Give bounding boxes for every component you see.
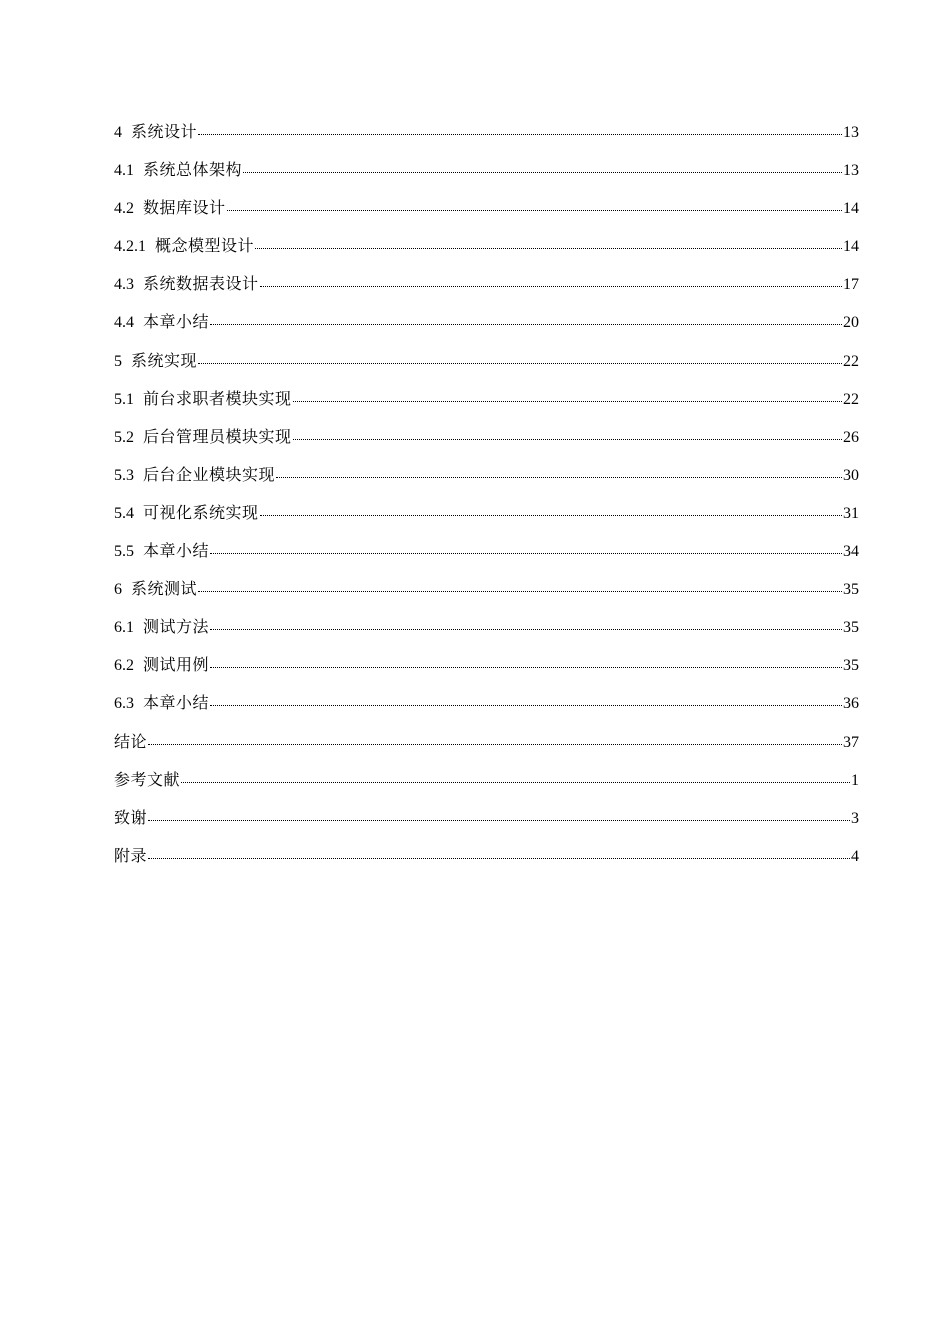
toc-entry-number: 5.4	[114, 504, 134, 522]
toc-dot-leader	[243, 161, 842, 175]
toc-entry-number: 5.3	[114, 466, 134, 484]
toc-entry-number: 5	[114, 352, 122, 370]
toc-dot-leader	[210, 656, 842, 670]
toc-dot-leader	[293, 428, 842, 442]
toc-entry-title: 系统总体架构	[143, 160, 243, 180]
toc-entry-page: 36	[843, 695, 859, 713]
toc-entry[interactable]	[114, 463, 859, 501]
toc-entry[interactable]	[114, 577, 859, 615]
toc-entry-title: 结论	[114, 731, 148, 751]
toc-entry-title: 可视化系统实现	[143, 502, 259, 522]
toc-entry-number: 4.4	[114, 314, 134, 332]
toc-dot-leader	[198, 123, 842, 137]
toc-entry-page: 34	[843, 543, 859, 561]
toc-entry-title: 系统数据表设计	[143, 274, 259, 294]
toc-entry[interactable]	[114, 844, 859, 882]
toc-entry-number: 4.2.1	[114, 238, 146, 256]
toc-entry-page: 1	[851, 771, 859, 789]
toc-entry[interactable]	[114, 349, 859, 387]
toc-dot-leader	[260, 504, 842, 518]
toc-dot-leader	[198, 352, 842, 366]
toc-entry-number: 5.1	[114, 390, 134, 408]
toc-entry[interactable]	[114, 234, 859, 272]
toc-entry-title: 本章小结	[143, 541, 210, 561]
toc-entry-page: 17	[843, 276, 859, 294]
toc-entry-page: 4	[851, 847, 859, 865]
toc-entry-page: 20	[843, 314, 859, 332]
toc-dot-leader	[181, 771, 850, 785]
toc-entry[interactable]	[114, 806, 859, 844]
toc-entry-title: 本章小结	[143, 312, 210, 332]
toc-dot-leader	[210, 542, 842, 556]
toc-dot-leader	[198, 580, 842, 594]
toc-dot-leader	[255, 237, 842, 251]
toc-entry-title: 前台求职者模块实现	[143, 388, 292, 408]
toc-entry-number: 4.3	[114, 276, 134, 294]
toc-entry-page: 37	[843, 733, 859, 751]
toc-entry-number: 6	[114, 581, 122, 599]
toc-entry-page: 14	[843, 238, 859, 256]
toc-entry-number: 6.1	[114, 619, 134, 637]
toc-dot-leader	[260, 275, 842, 289]
toc-entry[interactable]	[114, 387, 859, 425]
toc-entry-number: 6.3	[114, 695, 134, 713]
toc-dot-leader	[293, 390, 842, 404]
toc-entry-number: 5.5	[114, 543, 134, 561]
toc-entry-title: 系统测试	[131, 579, 198, 599]
table-of-contents	[114, 120, 859, 882]
toc-entry[interactable]	[114, 730, 859, 768]
toc-entry-number: 4.2	[114, 200, 134, 218]
toc-entry-title: 附录	[114, 845, 148, 865]
toc-entry-title: 数据库设计	[143, 198, 226, 218]
toc-entry[interactable]	[114, 310, 859, 348]
toc-dot-leader	[148, 809, 850, 823]
toc-entry-number: 6.2	[114, 657, 134, 675]
toc-entry-page: 13	[843, 162, 859, 180]
toc-entry[interactable]	[114, 768, 859, 806]
toc-dot-leader	[210, 618, 842, 632]
toc-entry-title: 后台管理员模块实现	[143, 426, 292, 446]
toc-dot-leader	[227, 199, 842, 213]
toc-entry-page: 30	[843, 466, 859, 484]
toc-entry-page: 22	[843, 352, 859, 370]
toc-entry-page: 13	[843, 124, 859, 141]
toc-entry-title: 测试方法	[143, 617, 210, 637]
toc-entry-number: 4	[114, 124, 122, 141]
toc-entry-page: 26	[843, 428, 859, 446]
toc-entry-page: 35	[843, 619, 859, 637]
toc-dot-leader	[210, 694, 842, 708]
toc-entry[interactable]	[114, 158, 859, 196]
toc-entry[interactable]	[114, 196, 859, 234]
toc-entry-number: 4.1	[114, 162, 134, 180]
toc-entry-page: 3	[851, 809, 859, 827]
toc-dot-leader	[276, 466, 842, 480]
toc-entry[interactable]	[114, 425, 859, 463]
toc-entry-title: 后台企业模块实现	[143, 464, 276, 484]
toc-entry-title: 参考文献	[114, 769, 181, 789]
toc-entry-title: 测试用例	[143, 655, 210, 675]
toc-entry-title: 系统实现	[131, 350, 198, 370]
toc-entry-page: 35	[843, 657, 859, 675]
toc-entry[interactable]	[114, 691, 859, 729]
toc-entry-page: 35	[843, 581, 859, 599]
toc-entry-page: 31	[843, 504, 859, 522]
toc-entry[interactable]	[114, 501, 859, 539]
toc-entry-title: 系统设计	[131, 122, 198, 141]
toc-entry-page: 14	[843, 200, 859, 218]
toc-dot-leader	[148, 847, 850, 861]
toc-entry[interactable]	[114, 653, 859, 691]
toc-entry-title: 本章小结	[143, 693, 210, 713]
toc-entry[interactable]	[114, 615, 859, 653]
toc-entry[interactable]	[114, 272, 859, 310]
toc-entry[interactable]	[114, 539, 859, 577]
toc-entry-title: 概念模型设计	[155, 236, 255, 256]
toc-entry[interactable]	[114, 120, 859, 158]
toc-dot-leader	[210, 313, 842, 327]
toc-entry-number: 5.2	[114, 428, 134, 446]
toc-dot-leader	[148, 733, 842, 747]
toc-entry-title: 致谢	[114, 807, 148, 827]
toc-entry-page: 22	[843, 390, 859, 408]
